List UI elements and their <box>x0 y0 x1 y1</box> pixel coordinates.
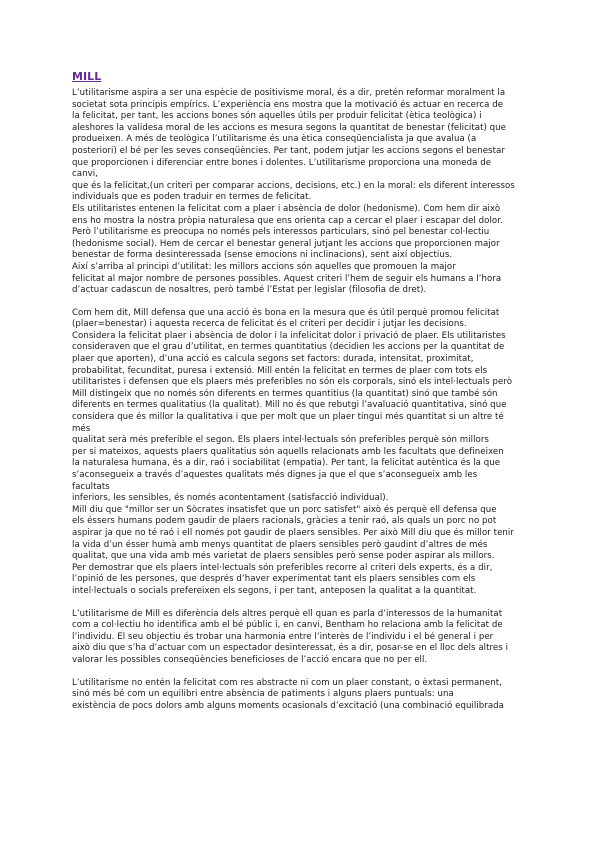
paragraph-quality-of-pleasures: Com hem dit, Mill defensa que una acció és bona en la mesura que és útil perquè promou felicitat (plaer=benestar) i aquesta recerca de felicitat és el criteri per decidir i jutjar les decisions. Considera la felicitat plaer i absència de dolor i la infelicitat dolor i privació de plaer. Els utilitaristes consideraven que el grau d’utilitat, en termes quantitatius (decidien les accions per la quantitat de plaer que aporten), d’una acció es calcula segons set factors: durada, intensitat, proximitat, probabilitat, fecunditat, puresa i extensió. Mill entén la felicitat en termes de plaer com tots els utilitaristes i defensen que els plaers més preferibles no són els corporals, sinó els intel·lectuals però Mill distingeix que no només són diferents en termes quantitius (la quantitat) sinó que també són diferents en termes qualitatius (la qualitat). Mill no és que rebutgi l’avaluació quantitativa, sinó que considera que és millor la qualitativa i que per molt que un plaer tingui més quantitat si un altre té més qualitat serà més preferible el segon. Els plaers intel·lectuals són preferibles perquè són millors per si mateixos, aquests plaers qualitatius són aquells relacionats amb les facultats que defineixen la naturalesa humana, és a dir, raó i sociabilitat (empatia). Per tant, la felicitat autèntica és la que s’aconsegueix a través d’aquestes qualitats més dignes ja que el que s’aconsegueix amb les facultats inferiors, les sensibles, és només acontentament (satisfacció individual). Mill diu que "millor ser un Sòcrates insatisfet que un porc satisfet" això és perquè ell defensa que els éssers humans podem gaudir de plaers racionals, gràcies a tenir raó, als quals un porc no pot aspirar ja que no té raó i ell només pot gaudir de plaers sensibles. Per això Mill diu que és millor tenir la vida d’un ésser humà amb menys quantitat de plaers sensibles però gaudint d’altres de més qualitat, que una vida amb més varietat de plaers sensibles però sense poder aspirar als millors. Per demostrar que els plaers intel·lectuals són preferibles recorre al criteri dels experts, és a dir, l’opinió de les persones, que després d’haver experimentat tant els plaers sensibles com els intel·lectuals o socials prefereixen els segons, i per tant, anteposen la qualitat a la quantitat. <box>72 307 514 596</box>
paragraph-spacer <box>72 598 516 609</box>
paragraph-spacer <box>72 667 516 678</box>
paragraph-spacer <box>72 297 516 308</box>
paragraph-definition: L’utilitarisme aspira a ser una espècie de positivisme moral, és a dir, pretén reformar moralment la societat sota principis empírics. L’experiència ens mostra que la motivació és actuar en recerca de la felicitat, per tant, les accions bones són aquelles útils per produir felicitat (ètica teològica) i aleshores la validesa moral de les accions es mesura segons la quantitat de benestar (felicitat) que produeixen. A més de teològica l’utilitarisme és una ètica conseqüencialista ja que avalua (a posteriori) el bé per les seves conseqüències. Per tant, podem jutjar les accions segons el benestar que proporcionen i diferenciar entre bones i dolentes. L’utilitarisme proporciona una moneda de canvi, que és la felicitat,(un criteri per comparar accions, decisions, etc.) en la moral: els diferent interessos individuals que es poden traduir en termes de felicitat. Els utilitaristes entenen la felicitat com a plaer i absència de dolor (hedonisme). Com hem dir això ens ho mostra la nostra pròpia naturalesa que ens orienta cap a cercar el plaer i escapar del dolor. Però l’utilitarisme es preocupa no només pels interessos particulars, sinó pel benestar col·lectiu (hedonisme social). Hem de cercar el benestar general jutjant les accions que proporcionen major benestar de forma desinteressada (sense emocions ni inclinacions), sent així objectius. Així s’arriba al principi d’utilitat: les millors accions són aquelles que promouen la major felicitat al major nombre de persones possibles. Aquest criteri l’hem de seguir els humans a l’hora d’actuar cadascun de nosaltres, però també l’Estat per legislar (filosofia de dret). <box>72 88 515 296</box>
section-heading: MILL <box>72 70 102 83</box>
paragraph-mill-vs-bentham: L’utilitarisme de Mill es diferència dels altres perquè ell quan es parla d’interessos de la humanitat com a col·lectiu ho identifica amb el bé públic i, en canvi, Bentham ho relaciona amb la felicitat de l’individu. El seu objectiu és trobar una harmonia entre l’interès de l’individu i el bé general i per això diu que s’ha d’actuar com un espectador desinteressat, és a dir, posar-se en el lloc dels altres i valorar les possibles conseqüències beneficioses de l’acció encara que no per ell. <box>72 608 509 665</box>
paragraph-happiness-balance: L’utilitarisme no entén la felicitat com res abstracte ni com un plaer constant, o èxtasi permanent, sinó més bé com un equilibri entre absència de patiments i alguns plaers puntuals: una existència de pocs dolors amb alguns moments ocasionals d’excitació (una combinació equilibrada <box>72 677 504 711</box>
